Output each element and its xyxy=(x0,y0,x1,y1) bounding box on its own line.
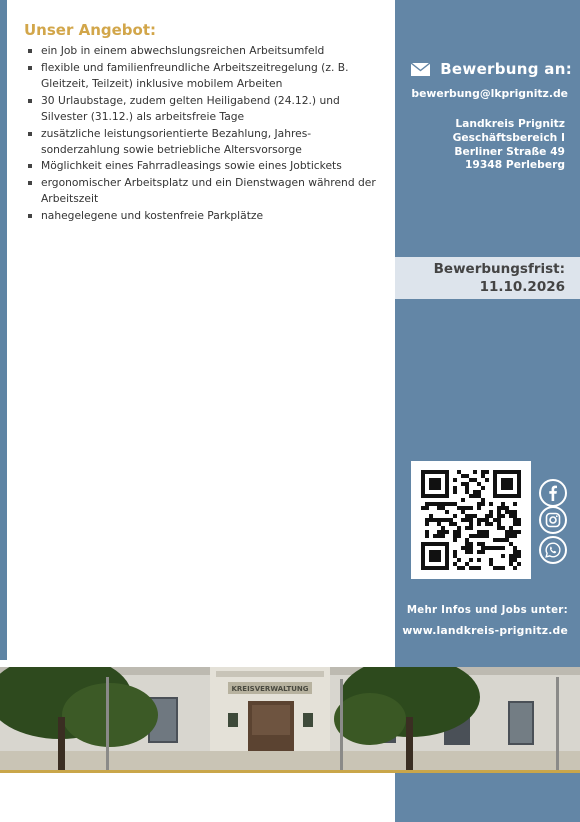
building-illustration xyxy=(0,667,580,773)
mail-icon xyxy=(411,63,430,76)
facebook-icon xyxy=(544,484,562,502)
offer-item: 30 Urlaubstage, zudem gelten Heiligabend (24.12.) und Silvester (31.12.) als arbeitsfreie Tage xyxy=(24,93,389,125)
offer-item: Möglichkeit eines Fahrradleasings sowie eines Jobtickets xyxy=(24,158,389,174)
application-title: Bewerbung an: xyxy=(440,60,572,78)
instagram-icon xyxy=(544,511,562,529)
footer-white-area xyxy=(0,773,395,822)
address-line: Berliner Straße 49 xyxy=(454,144,565,158)
offer-list xyxy=(24,43,389,225)
qr-code-image xyxy=(421,470,521,570)
offer-card xyxy=(7,0,395,660)
building-sign-text: KREISVERWALTUNG xyxy=(231,685,309,693)
deadline-box xyxy=(395,257,580,299)
address-line: Geschäftsbereich I xyxy=(452,130,565,144)
application-heading xyxy=(407,60,572,78)
qr-code[interactable] xyxy=(411,461,531,579)
website-link[interactable]: www.landkreis-prignitz.de xyxy=(402,624,568,637)
offer-item: ergonomischer Arbeitsplatz und ein Dienstwagen während der Arbeitszeit xyxy=(24,175,389,207)
offer-title: Unser Angebot: xyxy=(24,21,156,39)
deadline-date: 11.10.2026 xyxy=(479,279,565,295)
whatsapp-icon xyxy=(544,541,562,559)
deadline-label: Bewerbungsfrist: xyxy=(433,261,565,277)
left-edge-strip xyxy=(0,0,7,660)
application-email-link[interactable]: bewerbung@lkprignitz.de xyxy=(411,87,568,100)
whatsapp-link[interactable] xyxy=(539,536,567,564)
instagram-link[interactable] xyxy=(539,506,567,534)
postal-address xyxy=(405,117,565,172)
offer-item: flexible und familienfreundliche Arbeitszeitregelung (z. B. Gleitzeit, Teilzeit) inklusive mobilem Arbeiten xyxy=(24,60,389,92)
offer-item: ein Job in einem abwechslungsreichen Arbeitsumfeld xyxy=(24,43,389,59)
building-photo xyxy=(0,667,580,773)
address-line: 19348 Perleberg xyxy=(465,158,565,172)
address-line: Landkreis Prignitz xyxy=(455,117,565,130)
offer-item: zusätzliche leistungsorientierte Bezahlung, Jahres-sonderzahlung sowie betriebliche Altersvorsorge xyxy=(24,126,389,158)
facebook-link[interactable] xyxy=(539,479,567,507)
offer-item: nahegelegene und kostenfreie Parkplätze xyxy=(24,208,389,224)
more-info-label: Mehr Infos und Jobs unter: xyxy=(406,605,568,616)
footer-blue-area xyxy=(395,773,580,822)
